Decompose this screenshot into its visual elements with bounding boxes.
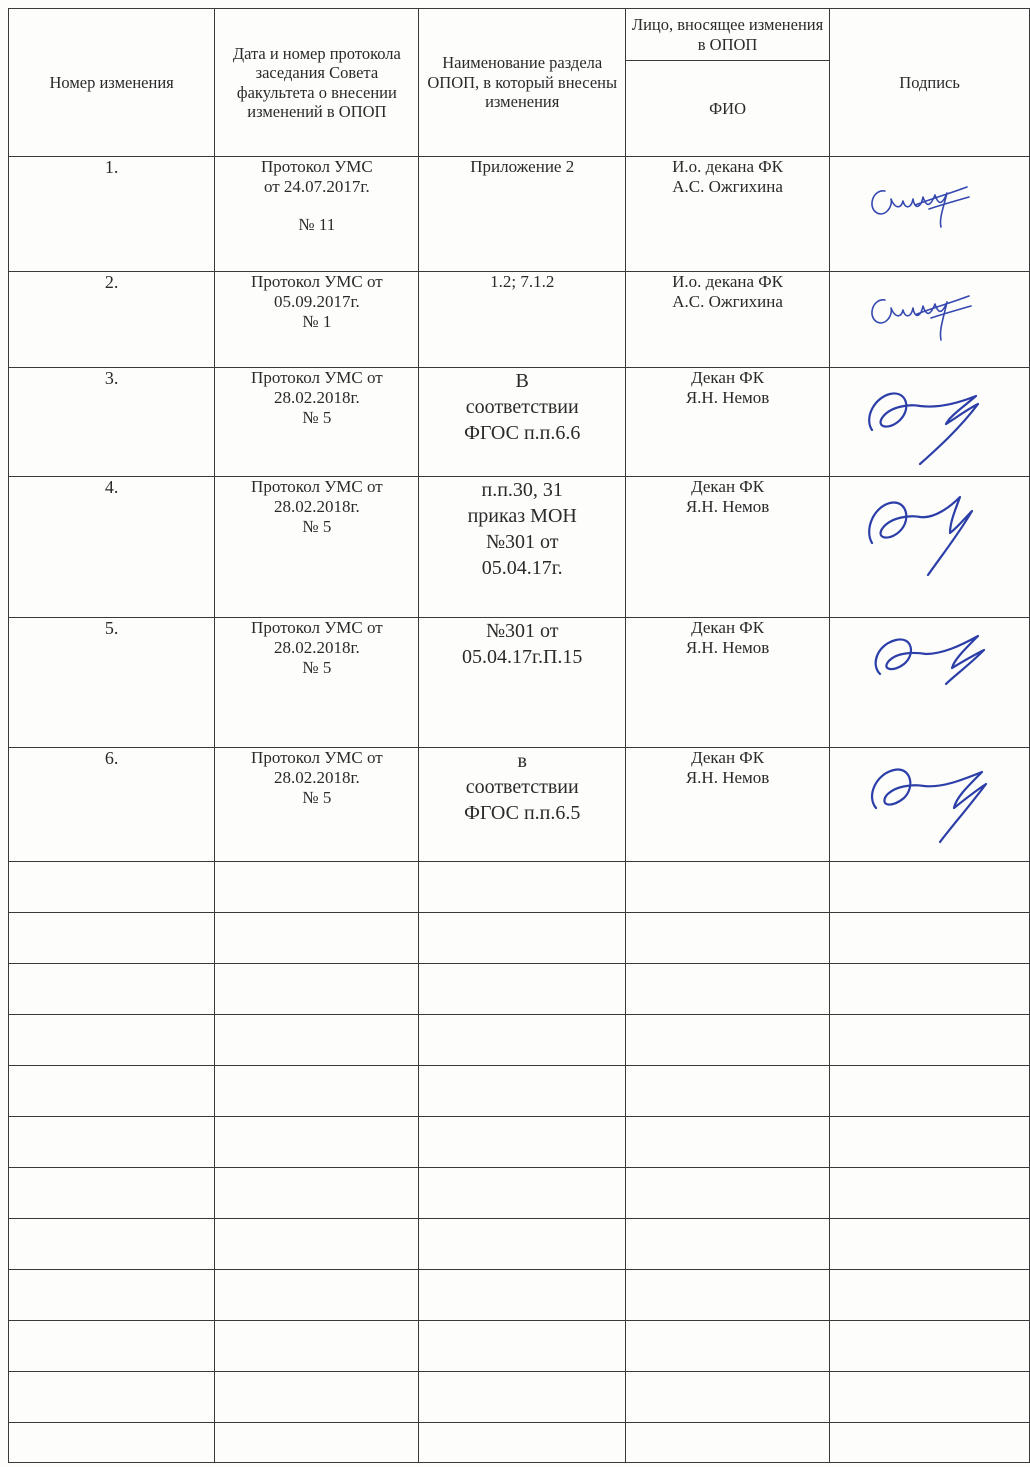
section-cell [419,272,625,368]
protocol-line: Протокол УМС [261,157,373,176]
protocol-line: Протокол УМС от [251,618,383,637]
section-line: Приложение 2 [470,157,575,176]
section-line: соответствии [465,776,579,798]
section-line: 05.04.17г. [481,557,563,579]
person-name: Я.Н. Немов [685,497,770,516]
protocol-cell [215,748,419,862]
empty-row [9,1423,1030,1463]
changes-log-table [8,8,1030,1463]
person-position: И.о. декана ФК [672,157,784,176]
protocol-line: Протокол УМС от [251,748,383,767]
person-cell [625,157,829,272]
person-position: Декан ФК [691,618,765,637]
change-number: 3. [9,368,215,477]
handwritten-signature [850,624,1010,704]
person-name: А.С. Ожгихина [672,292,783,311]
empty-row [9,1117,1030,1168]
protocol-number: № 11 [298,215,336,234]
empty-row [9,1168,1030,1219]
change-number: 4. [9,477,215,618]
person-name: Я.Н. Немов [685,388,770,407]
section-cell [419,748,625,862]
section-line: №301 от [485,531,559,553]
section-line: 1.2; 7.1.2 [490,272,555,291]
handwritten-signature [855,278,1005,362]
person-position: Декан ФК [691,368,765,387]
header-signature: Подпись [830,9,1030,157]
person-name: Я.Н. Немов [685,638,770,657]
header-row [9,9,1030,61]
header-fio: ФИО [625,61,829,157]
section-line: приказ МОН [467,505,577,527]
protocol-cell [215,618,419,748]
header-protocol: Дата и номер протокола заседания Совета факультета о внесении изменений в ОПОП [215,9,419,157]
empty-row [9,1219,1030,1270]
table-row [9,272,1030,368]
protocol-line: Протокол УМС от [251,272,383,291]
protocol-line: от 24.07.2017г. [263,177,370,196]
protocol-number: № 5 [302,788,332,807]
signature-cell [830,157,1030,272]
protocol-cell [215,272,419,368]
protocol-line: Протокол УМС от [251,477,383,496]
handwritten-signature [855,163,1005,253]
section-line: п.п.30, 31 [481,479,563,501]
empty-row [9,862,1030,913]
person-cell [625,748,829,862]
signature-cell [830,477,1030,618]
section-line: ФГОС п.п.6.6 [464,422,581,444]
change-number: 5. [9,618,215,748]
change-number: 6. [9,748,215,862]
handwritten-signature [850,483,1010,583]
section-line: №301 от [485,620,559,642]
protocol-number: № 1 [302,312,332,331]
change-number: 2. [9,272,215,368]
section-line: 05.04.17г.П.15 [462,646,583,668]
signature-cell [830,272,1030,368]
table-row [9,748,1030,862]
table-row [9,477,1030,618]
protocol-cell [215,368,419,477]
protocol-line: 05.09.2017г. [273,292,360,311]
section-cell [419,618,625,748]
person-name: А.С. Ожгихина [672,177,783,196]
section-cell [419,477,625,618]
protocol-line: 28.02.2018г. [273,768,360,787]
section-line: соответствии [465,396,579,418]
section-line: в [517,750,527,772]
section-cell [419,368,625,477]
empty-row [9,913,1030,964]
protocol-line: 28.02.2018г. [273,638,360,657]
table-row [9,157,1030,272]
header-person-group: Лицо, вносящее изменения в ОПОП [625,9,829,61]
protocol-number: № 5 [302,658,332,677]
header-change-number: Номер изменения [9,9,215,157]
signature-cell [830,368,1030,477]
table-row [9,618,1030,748]
person-name: Я.Н. Немов [685,768,770,787]
section-line: В [515,370,529,392]
signature-cell [830,618,1030,748]
protocol-line: 28.02.2018г. [273,497,360,516]
person-cell [625,368,829,477]
header-section: Наименование раздела ОПОП, в который внесены изменения [419,9,625,157]
protocol-line: 28.02.2018г. [273,388,360,407]
table-row [9,368,1030,477]
empty-row [9,1270,1030,1321]
empty-row [9,1321,1030,1372]
protocol-line: Протокол УМС от [251,368,383,387]
person-cell [625,618,829,748]
section-line: ФГОС п.п.6.5 [464,802,581,824]
signature-cell [830,748,1030,862]
empty-row [9,964,1030,1015]
empty-row [9,1372,1030,1423]
protocol-number: № 5 [302,408,332,427]
empty-row [9,1066,1030,1117]
section-cell [419,157,625,272]
person-cell [625,272,829,368]
protocol-cell [215,477,419,618]
person-position: Декан ФК [691,477,765,496]
protocol-cell [215,157,419,272]
protocol-number: № 5 [302,517,332,536]
handwritten-signature [850,374,1010,470]
empty-row [9,1015,1030,1066]
person-cell [625,477,829,618]
change-number: 1. [9,157,215,272]
handwritten-signature [850,754,1010,850]
person-position: Декан ФК [691,748,765,767]
person-position: И.о. декана ФК [672,272,784,291]
